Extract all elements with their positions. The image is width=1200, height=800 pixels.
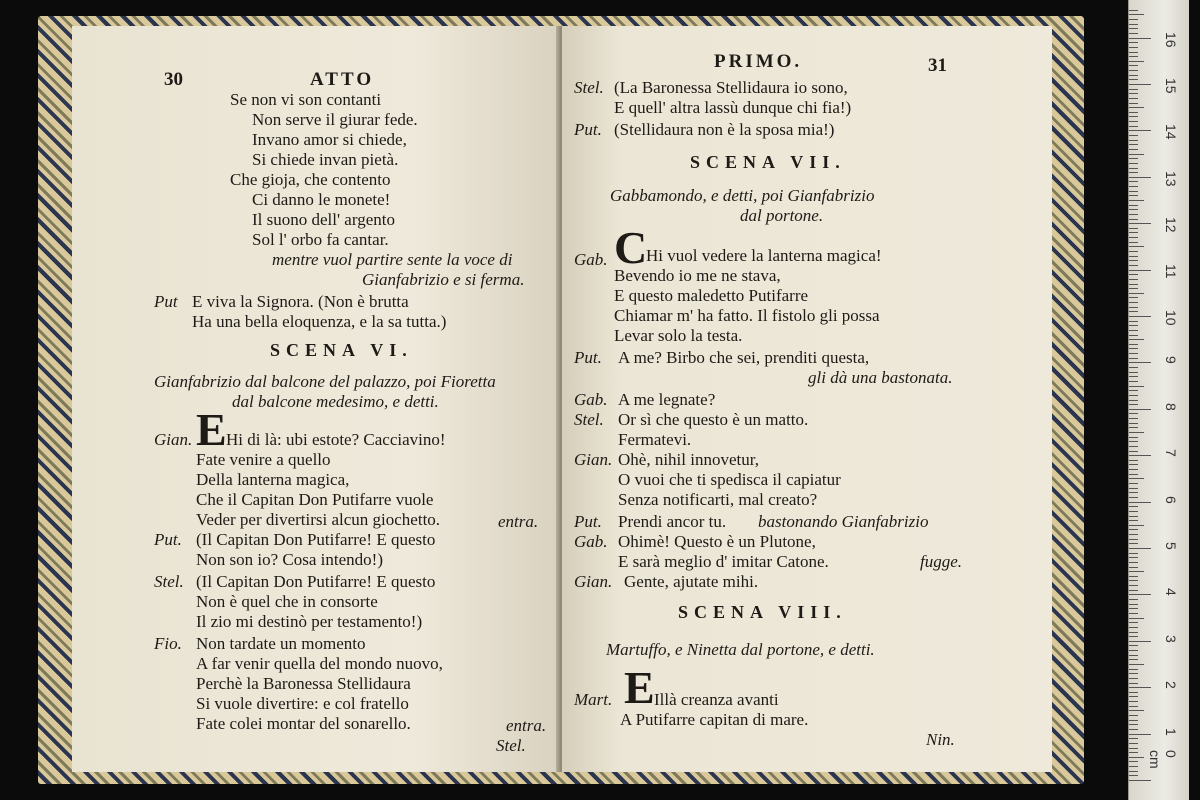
speaker-label: Put. [154, 530, 182, 549]
ruler-tick [1129, 214, 1138, 215]
ruler-number: 1 [1163, 727, 1179, 736]
ruler-tick [1129, 330, 1138, 331]
ruler-tick [1129, 678, 1138, 679]
ruler-tick [1129, 455, 1151, 456]
ruler-tick [1129, 423, 1138, 424]
ruler-number: 13 [1163, 170, 1179, 187]
right-page [562, 26, 1052, 772]
verse-line: Sol l' orbo fa cantar. [252, 230, 389, 249]
ruler-tick [1129, 664, 1144, 665]
speaker-label: Gab. [574, 250, 608, 269]
verse-line: Senza notificarti, mal creato? [618, 490, 818, 509]
verse-line: E viva la Signora. (Non è brutta [192, 292, 409, 311]
ruler-tick [1129, 585, 1138, 586]
stage-direction: Gianfabrizio dal balcone del palazzo, poi Fioretta [154, 372, 496, 391]
ruler-tick [1129, 409, 1151, 410]
ruler-tick [1129, 200, 1144, 201]
ruler-tick [1129, 116, 1138, 117]
drop-cap: E [196, 404, 227, 455]
ruler-tick [1129, 529, 1138, 530]
speaker-label: Mart. [574, 690, 613, 709]
ruler-number: 4 [1163, 588, 1179, 597]
ruler-tick [1129, 469, 1138, 470]
ruler-number: 5 [1163, 542, 1179, 550]
ruler-tick [1129, 627, 1138, 628]
ruler-tick [1129, 706, 1138, 707]
ruler-tick [1129, 372, 1138, 373]
ruler-tick [1129, 288, 1138, 289]
scene-title: SCENA VII. [690, 152, 846, 172]
ruler-tick [1129, 270, 1151, 271]
ruler-tick [1129, 604, 1138, 605]
ruler-tick [1129, 511, 1138, 512]
ruler-tick [1129, 293, 1144, 294]
ruler-number: 15 [1163, 78, 1179, 94]
ruler-tick [1129, 502, 1151, 503]
ruler-tick [1129, 358, 1138, 359]
ruler-number: 14 [1163, 124, 1179, 140]
ruler-tick [1129, 400, 1138, 401]
ruler-number: 12 [1163, 217, 1179, 233]
drop-cap: E [624, 662, 655, 713]
ruler-tick [1129, 622, 1138, 623]
speaker-label: Stel. [574, 410, 604, 429]
ruler-tick [1129, 84, 1151, 85]
ruler-tick [1129, 339, 1144, 340]
verse-line: Non son io? Cosa intendo!) [196, 550, 383, 569]
ruler-tick [1129, 149, 1138, 150]
ruler-tick [1129, 427, 1138, 428]
ruler-tick [1129, 766, 1138, 767]
ruler-tick [1129, 154, 1144, 155]
ruler-tick [1129, 75, 1138, 76]
ruler-tick [1129, 205, 1138, 206]
ruler-tick [1129, 103, 1138, 104]
ruler-tick [1129, 464, 1138, 465]
verse-line: Ohè, nihil innovetur, [618, 450, 759, 469]
ruler-tick [1129, 451, 1138, 452]
ruler-tick [1129, 553, 1138, 554]
ruler-tick [1129, 534, 1138, 535]
catchword: Stel. [496, 736, 526, 755]
verse-line: Gente, ajutate mihi. [624, 572, 759, 591]
ruler-tick [1129, 548, 1151, 549]
ruler-tick [1129, 14, 1144, 15]
ruler-tick [1129, 65, 1138, 66]
ruler-tick [1129, 650, 1138, 651]
left-page [72, 26, 560, 772]
verse-line: Della lanterna magica, [196, 470, 350, 489]
ruler-tick [1129, 302, 1138, 303]
ruler-tick [1129, 687, 1151, 688]
ruler-tick [1129, 209, 1138, 210]
ruler-tick [1129, 321, 1138, 322]
ruler-tick [1129, 738, 1138, 739]
verse-line: Se non vi son contanti [230, 90, 382, 109]
ruler-tick [1129, 432, 1144, 433]
verse-line: A Putifarre capitan di mare. [620, 710, 809, 729]
ruler-tick [1129, 752, 1138, 753]
ruler-number: 3 [1163, 634, 1179, 643]
ruler-tick [1129, 274, 1138, 275]
running-head-left: ATTO [310, 69, 375, 90]
ruler-tick [1129, 636, 1138, 637]
ruler-tick [1129, 696, 1138, 697]
scene-title: SCENA VI. [270, 340, 413, 360]
ruler-tick [1129, 404, 1138, 405]
page-number-left: 30 [164, 69, 183, 90]
verse-line: Il suono dell' argento [252, 210, 395, 229]
verse-line: Ci danno le monete! [252, 190, 391, 209]
stage-direction: entra. [498, 512, 539, 531]
ruler-tick [1129, 335, 1138, 336]
ruler-tick [1129, 571, 1144, 572]
speaker-label: Put. [574, 348, 602, 367]
ruler-tick [1129, 362, 1151, 363]
ruler-tick [1129, 743, 1138, 744]
ruler-tick [1129, 256, 1138, 257]
ruler-tick [1129, 242, 1138, 243]
ruler-tick [1129, 52, 1138, 53]
verse-line: Si chiede invan pietà. [252, 150, 399, 169]
ruler-tick [1129, 488, 1138, 489]
speaker-label: Gian. [154, 430, 193, 449]
ruler-tick [1129, 645, 1138, 646]
ruler-tick [1129, 478, 1144, 479]
ruler-tick [1129, 284, 1138, 285]
ruler-tick [1129, 692, 1138, 693]
verse-line: Hi vuol vedere la lanterna magica! [646, 246, 882, 265]
stage-direction: Gianfabrizio e si ferma. [362, 270, 525, 289]
ruler-tick [1129, 780, 1151, 781]
verse-line: Non è quel che in consorte [196, 592, 378, 611]
ruler-tick [1129, 520, 1138, 521]
verse-line: Invano amor si chiede, [252, 130, 407, 149]
verse-line: O vuoi che ti spedisca il capiatur [618, 470, 841, 489]
verse-line: Fermatevi. [618, 430, 692, 449]
speaker-label: Gab. [574, 532, 608, 551]
ruler-tick [1129, 659, 1138, 660]
ruler-tick [1129, 441, 1138, 442]
ruler-tick [1129, 98, 1138, 99]
ruler-tick [1129, 386, 1144, 387]
ruler-tick [1129, 353, 1138, 354]
verse-line: Non tardate un momento [196, 634, 366, 653]
ruler-tick [1129, 715, 1138, 716]
ruler-tick [1129, 181, 1138, 182]
ruler-tick [1129, 112, 1138, 113]
ruler-tick [1129, 42, 1138, 43]
ruler-tick [1129, 367, 1138, 368]
ruler-tick [1129, 734, 1151, 735]
ruler-tick [1129, 390, 1138, 391]
catchword: Nin. [926, 730, 955, 749]
stage-direction: gli dà una bastonata. [808, 368, 953, 387]
ruler-tick [1129, 19, 1138, 20]
ruler-number: 11 [1163, 263, 1179, 279]
verse-line: Si vuole divertire: e col fratello [196, 694, 409, 713]
verse-line: Perchè la Baronessa Stellidaura [196, 674, 411, 693]
speaker-label: Put. [574, 120, 602, 139]
stage-direction: dal balcone medesimo, e detti. [232, 392, 439, 411]
ruler-tick [1129, 562, 1138, 563]
ruler-tick [1129, 191, 1138, 192]
speaker-label: Stel. [574, 78, 604, 97]
page-number-right: 31 [928, 55, 947, 76]
verse-line: Che il Capitan Don Putifarre vuole [196, 490, 434, 509]
ruler-tick [1129, 590, 1138, 591]
speaker-label: Fio. [154, 634, 182, 653]
verse-line: Ha una bella eloquenza, e la sa tutta.) [192, 312, 447, 331]
ruler-tick [1129, 158, 1138, 159]
verse-line: Illà creanza avanti [654, 690, 779, 709]
ruler-tick [1129, 395, 1138, 396]
ruler-tick [1129, 79, 1138, 80]
ruler-tick [1129, 177, 1151, 178]
ruler-tick [1129, 325, 1138, 326]
verse-line: (Il Capitan Don Putifarre! E questo [196, 572, 436, 591]
ruler-tick [1129, 144, 1138, 145]
verse-line: (Il Capitan Don Putifarre! E questo [196, 530, 436, 549]
ruler-tick [1129, 376, 1138, 377]
ruler-tick [1129, 24, 1138, 25]
ruler-tick [1129, 618, 1144, 619]
stage-direction: bastonando Gianfabrizio [758, 512, 929, 531]
ruler-tick [1129, 613, 1138, 614]
ruler-tick [1129, 418, 1138, 419]
ruler-tick [1129, 437, 1138, 438]
ruler-tick [1129, 140, 1138, 141]
stage-direction: Martuffo, e Ninetta dal portone, e detti. [606, 640, 875, 659]
ruler-tick [1129, 316, 1151, 317]
ruler-tick [1129, 228, 1138, 229]
verse-line: Fate colei montar del sonarello. [196, 714, 411, 733]
ruler-tick [1129, 186, 1138, 187]
ruler-number: 9 [1163, 356, 1179, 365]
ruler-number: 7 [1163, 449, 1179, 457]
verse-line: (Stellidaura non è la sposa mia!) [614, 120, 835, 139]
verse-line: Or sì che questo è un matto. [618, 410, 809, 429]
ruler-tick [1129, 56, 1138, 57]
ruler-tick [1129, 460, 1138, 461]
verse-line: Fate venire a quello [196, 450, 331, 469]
ruler-tick [1129, 237, 1138, 238]
ruler-tick [1129, 172, 1138, 173]
ruler-tick [1129, 33, 1138, 34]
ruler-tick [1129, 557, 1138, 558]
ruler-tick [1129, 251, 1138, 252]
ruler-tick [1129, 246, 1144, 247]
running-head-right: PRIMO. [714, 51, 803, 72]
ruler-tick [1129, 70, 1138, 71]
ruler-tick [1129, 311, 1138, 312]
ruler-tick [1129, 297, 1138, 298]
ruler-tick [1129, 38, 1151, 39]
ruler-tick [1129, 761, 1138, 762]
verse-line: Prendi ancor tu. [618, 512, 727, 531]
speaker-label: Stel. [154, 572, 184, 591]
ruler-tick [1129, 775, 1138, 776]
ruler-tick [1129, 107, 1144, 108]
verse-line: A me legnate? [618, 390, 716, 409]
ruler-tick [1129, 223, 1151, 224]
ruler-tick [1129, 413, 1138, 414]
ruler-tick [1129, 543, 1138, 544]
ruler-tick [1129, 576, 1138, 577]
ruler-number: 6 [1163, 495, 1179, 504]
ruler-tick [1129, 701, 1138, 702]
ruler-tick [1129, 10, 1138, 11]
scene-title: SCENA VIII. [678, 602, 847, 622]
ruler-tick [1129, 492, 1138, 493]
ruler-number: 16 [1163, 31, 1179, 48]
measuring-ruler [1128, 0, 1189, 800]
ruler-tick [1129, 135, 1138, 136]
ruler-tick [1129, 168, 1138, 169]
ruler-tick [1129, 567, 1138, 568]
ruler-tick [1129, 748, 1138, 749]
speaker-label: Gian. [574, 572, 613, 591]
ruler-tick [1129, 89, 1138, 90]
ruler-tick [1129, 28, 1138, 29]
ruler-tick [1129, 265, 1138, 266]
ruler-tick [1129, 724, 1138, 725]
speaker-label: Gab. [574, 390, 608, 409]
ruler-tick [1129, 130, 1151, 131]
ruler-tick [1129, 121, 1138, 122]
ruler-tick [1129, 655, 1138, 656]
ruler-tick [1129, 446, 1138, 447]
ruler-tick [1129, 594, 1151, 595]
ruler-tick [1129, 163, 1138, 164]
stage-direction: Gabbamondo, e detti, poi Gianfabrizio [610, 186, 875, 205]
stage-direction: entra. [506, 716, 547, 735]
ruler-tick [1129, 47, 1138, 48]
verse-line: E questo maledetto Putifarre [614, 286, 809, 305]
verse-line: Levar solo la testa. [614, 326, 743, 345]
speaker-label: Put [154, 292, 178, 311]
ruler-tick [1129, 757, 1144, 758]
ruler-number: 8 [1163, 402, 1179, 411]
verse-line: E sarà meglio d' imitar Catone. [618, 552, 829, 571]
speaker-label: Put. [574, 512, 602, 531]
verse-line: A far venir quella del mondo nuovo, [196, 654, 443, 673]
ruler-tick [1129, 483, 1138, 484]
ruler-tick [1129, 260, 1138, 261]
ruler-tick [1129, 348, 1138, 349]
stage-direction: fugge. [920, 552, 963, 571]
stage-direction: mentre vuol partire sente la voce di [272, 250, 513, 269]
ruler-tick [1129, 632, 1138, 633]
ruler-tick [1129, 516, 1138, 517]
ruler-tick [1129, 641, 1151, 642]
verse-line: Hi di là: ubi estote? Cacciavino! [226, 430, 446, 449]
ruler-tick [1129, 506, 1138, 507]
ruler-tick [1129, 344, 1138, 345]
verse-line: Veder per divertirsi alcun giochetto. [196, 510, 441, 529]
ruler-tick [1129, 195, 1138, 196]
ruler-tick [1129, 307, 1138, 308]
ruler-tick [1129, 497, 1138, 498]
ruler-number: 0 cm [1147, 750, 1179, 769]
ruler-tick [1129, 710, 1144, 711]
ruler-number: 2 [1163, 681, 1179, 689]
ruler-tick [1129, 93, 1138, 94]
ruler-number: 10 [1163, 310, 1179, 326]
ruler-tick [1129, 720, 1138, 721]
ruler-tick [1129, 683, 1138, 684]
ruler-tick [1129, 279, 1138, 280]
verse-line: Che gioja, che contento [230, 170, 391, 189]
ruler-tick [1129, 669, 1138, 670]
ruler-tick [1129, 381, 1138, 382]
ruler-tick [1129, 219, 1138, 220]
ruler-tick [1129, 539, 1138, 540]
stage-direction: dal portone. [740, 206, 824, 225]
verse-line: Chiamar m' ha fatto. Il fistolo gli possa [614, 306, 880, 325]
verse-line: E quell' altra lassù dunque chi fia!) [614, 98, 852, 117]
ruler-tick [1129, 673, 1138, 674]
speaker-label: Gian. [574, 450, 613, 469]
ruler-tick [1129, 61, 1144, 62]
verse-line: Ohimè! Questo è un Plutone, [618, 532, 816, 551]
ruler-tick [1129, 474, 1138, 475]
verse-line: Non serve il giurar fede. [252, 110, 418, 129]
ruler-tick [1129, 608, 1138, 609]
verse-line: A me? Birbo che sei, prenditi questa, [618, 348, 870, 367]
ruler-tick [1129, 729, 1138, 730]
verse-line: Bevendo io me ne stava, [614, 266, 781, 285]
ruler-tick [1129, 599, 1138, 600]
verse-line: Il zio mi destinò per testamento!) [196, 612, 423, 631]
ruler-tick [1129, 232, 1138, 233]
ruler-tick [1129, 771, 1138, 772]
ruler-tick [1129, 525, 1144, 526]
drop-cap: C [614, 222, 648, 273]
verse-line: (La Baronessa Stellidaura io sono, [614, 78, 848, 97]
ruler-tick [1129, 580, 1138, 581]
ruler-tick [1129, 126, 1138, 127]
